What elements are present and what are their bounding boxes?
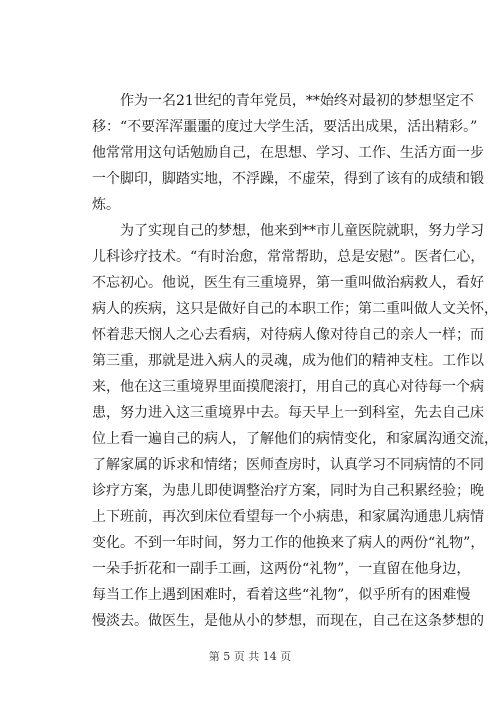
text-line: 不忘初心。他说，医生有三重境界，第一重叫做治病救人，看好 [92, 275, 484, 291]
text-line: 作为一名21世纪的青年党员，**始终对最初的梦想坚定不 [120, 93, 474, 109]
text-line: 一个脚印，脚踏实地，不浮躁，不虚荣，得到了该有的成绩和锻 [92, 171, 484, 187]
text-line: 位上看一遍自己的病人，了解他们的病情变化，和家属沟通交流， [92, 431, 498, 447]
text-line: 第三重，那就是进入病人的灵魂，成为他们的精神支柱。工作以 [92, 353, 484, 369]
text-line: 移：“不要浑浑噩噩的度过大学生活，要活出成果，活出精彩。” [92, 119, 478, 135]
text-line: 儿科诊疗技术。“有时治愈，常常帮助，总是安慰”。医者仁心， [92, 249, 485, 265]
text-line: 为了实现自己的梦想，他来到**市儿童医院就职，努力学习 [120, 223, 484, 239]
document-body [92, 88, 498, 634]
text-line: 了解家属的诉求和情绪；医师查房时，认真学习不同病情的不同 [92, 457, 484, 473]
text-line: 慢淡去。做医生，是他从小的梦想，而现在，自己在这条梦想的 [92, 613, 484, 629]
text-line: 来，他在这三重境界里面摸爬滚打，用自己的真心对待每一个病 [92, 379, 484, 395]
text-line: 炼。 [92, 197, 120, 213]
text-line: 诊疗方案，为患儿即使调整治疗方案，同时为自己积累经验；晚 [92, 483, 484, 499]
text-line: 他常常用这句话勉励自己，在思想、学习、工作、生活方面一步 [92, 145, 484, 161]
text-line: 怀着悲天悯人之心去看病，对待病人像对待自己的亲人一样；而 [92, 327, 484, 343]
text-line: 病人的疾病，这只是做好自己的本职工作；第二重叫做人文关怀， [92, 301, 498, 317]
text-line: 患，努力进入这三重境界中去。每天早上一到科室，先去自己床 [92, 405, 484, 421]
text-line: 每当工作上遇到困难时，看着这些“礼物”，似乎所有的困难慢 [92, 587, 471, 603]
text-line: 变化。不到一年时间，努力工作的他换来了病人的两份“礼物”， [92, 535, 485, 551]
text-line: 上下班前，再次到床位看望每一个小病患，和家属沟通患儿病情 [92, 509, 484, 525]
text-line: 一朵手折花和一副手工画，这两份“礼物”，一直留在他身边， [92, 561, 471, 577]
page-number-footer: 第 5 页 共 14 页 [208, 650, 292, 663]
